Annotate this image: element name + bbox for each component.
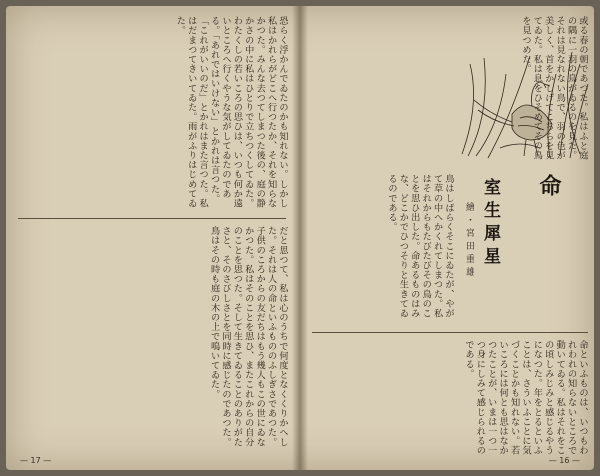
right-top-text-block: 或る春の朝であつた。私はふと庭の隅に一羽の鳥がゐるのを見た。それは見なれない鳥で、羽の色が美しく、首をかしげてこちらを見てゐた。私は息をひそめてその鳥を見つめた。	[519, 16, 588, 160]
right-bottom-text-block: 命といふものは、いつもわれわれの知らないところで動いてゐる。私はそれをこの頃しみじみと感じるやうになつた。年をとるといふことは、さういふことに気づくことかも知れない。若いころには何とも思はなかつたことが、いまは一つ一つ身にしみて感じられるのである。	[462, 340, 588, 456]
left-top-text-block: 恐らく浮かんでゐたのかも知れない。しかし私はかれらがどこへ行つたか、それを知らなかつた。みんな去つてしまつた後の、庭の静かさの中に私はひとりで立ちつくしてゐた。わたくしの若いころの思ひは、いつも何か遠いところへ行くやうな気がしてゐたのである。「あれではいけない」とかれは言つた。「これがいいのだ」とかれはまた言つた。私はだまつてきいてゐた。雨がふりはじめてゐた。	[174, 16, 288, 208]
left-bottom-text-block: だと思つて、私は心のうちで何度となくくりかへした。それは人の命といふもののふしぎさであつた。子供のころからの友だちはもう幾人もこの世にゐなかつた。私はそのことを思ひ、またこれからの自分のことを思つた。そして生きてゐることのありがたさと、そのさびしさとを同時に感じたのであつた。鳥はその時も庭の木の上で鳴いてゐた。	[208, 226, 288, 447]
right-middle-text-block: 鳥はしばらくそこにゐたが、やがて草の中へかくれてしまつた。私はそれからもたびたびその鳥のことを思ひ出した。命あるものはみな、どこかでひつそりと生きてゐるのである。	[385, 174, 454, 318]
right-page	[302, 6, 594, 470]
left-page-number: — 17 —	[20, 456, 52, 465]
left-page	[6, 6, 298, 470]
story-title: 命	[536, 174, 562, 196]
author-name: 室生犀星	[480, 178, 500, 270]
right-page-number: — 16 —	[548, 456, 580, 465]
magazine-spread	[6, 6, 594, 470]
right-divider-rule	[312, 332, 588, 333]
illustrator-credit: 繪・宮田重雄	[464, 202, 474, 280]
left-divider-rule	[18, 218, 286, 219]
